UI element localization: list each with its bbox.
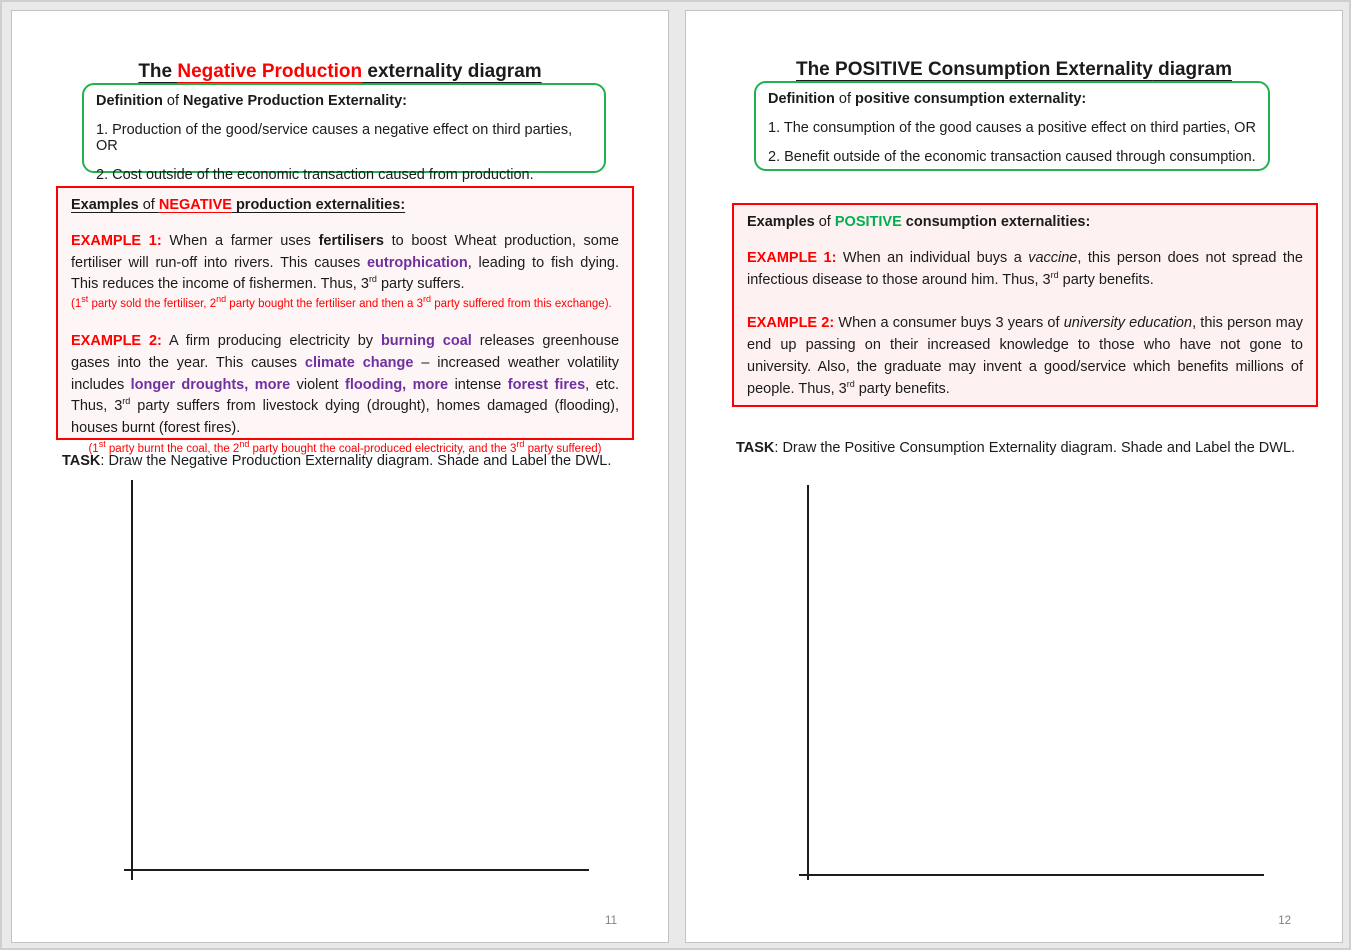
definition-box <box>754 81 1270 171</box>
definition-heading: Definition of Negative Production Externality: <box>96 93 408 109</box>
examples-heading: Examples of POSITIVE consumption externalities: <box>747 214 1091 230</box>
example-2-footnote: (1st party burnt the coal, the 2nd party bought the coal-produced electricity, and the 3rd party suffered) <box>88 438 602 455</box>
title-segment-bold: externality <box>362 60 463 82</box>
example-2-paragraph: EXAMPLE 2: When a consumer buys 3 years of university education, this person may end up passing on their increased knowledge to those who have not gone to university. Also, the graduate may invent a good/service which benefits millions of people. Thus, 3rd party benefits. <box>747 315 1304 397</box>
page-number: 12 <box>1278 915 1291 927</box>
title-segment: diagram <box>462 60 542 82</box>
examples-heading: Examples of NEGATIVE production externalities: <box>71 197 406 213</box>
definition-item: 2. Cost outside of the economic transaction caused from production. <box>96 167 534 183</box>
diagram-canvas[interactable] <box>12 471 669 891</box>
document-page-12[interactable] <box>685 10 1343 943</box>
diagram-y-axis-line <box>131 480 133 880</box>
definition-box <box>82 83 606 183</box>
diagram-x-axis-line <box>799 874 1264 876</box>
diagram-canvas[interactable] <box>686 471 1343 891</box>
diagram-x-axis-line <box>124 869 589 871</box>
task-instruction: TASK: Draw the Positive Consumption Externality diagram. Shade and Label the DWL. <box>736 440 1296 456</box>
task-instruction: TASK: Draw the Negative Production Externality diagram. Shade and Label the DWL. <box>62 453 612 469</box>
title-segment: The <box>138 60 178 82</box>
example-1-label: EXAMPLE 1: <box>747 250 837 266</box>
title-segment-red: Negative Production <box>177 60 363 82</box>
title-segment: The <box>795 58 836 80</box>
page-title <box>686 58 1342 82</box>
definition-item: 2. Benefit outside of the economic transaction caused through consumption. <box>768 149 1256 165</box>
title-segment: diagram <box>1152 58 1233 80</box>
examples-box <box>732 203 1318 407</box>
example-1-paragraph: EXAMPLE 1: When an individual buys a vaccine, this person does not spread the infectious disease to those around him. Thus, 3rd party benefits. <box>747 250 1303 288</box>
example-2-paragraph: EXAMPLE 2: A firm producing electricity by burning coal releases greenhouse gases into the year. This causes climate change – increased weather volatility includes longer droughts, more violent flooding, more intense forest fires, etc. Thus, 3rd party suffers from livestock dying (drought), homes damaged (flooding), houses burnt (forest fires). <box>71 333 620 436</box>
example-1-paragraph: EXAMPLE 1: When a farmer uses fertilisers to boost Wheat production, some fertiliser will run-off into rivers. This causes eutrophication, leading to fish dying. This reduces the income of fishermen. Thus, 3rd party suffers. <box>71 233 619 293</box>
definition-item: 1. Production of the good/service causes a negative effect on third parties, OR <box>96 122 573 154</box>
example-1-footnote: (1st party sold the fertiliser, 2nd party bought the fertiliser and then a 3rd party suffered from this exchange). <box>71 294 612 311</box>
examples-box <box>56 186 634 455</box>
page-title <box>12 60 668 84</box>
diagram-y-axis-line <box>807 485 809 880</box>
page-number: 11 <box>605 915 617 927</box>
example-2-label: EXAMPLE 2: <box>747 315 835 332</box>
definition-item: 1. The consumption of the good causes a positive effect on third parties, OR <box>768 120 1256 136</box>
document-page-11[interactable] <box>11 10 669 943</box>
title-segment-bold: POSITIVE Consumption Externality <box>835 58 1153 80</box>
example-2-label: EXAMPLE 2: <box>71 333 162 350</box>
example-1-label: EXAMPLE 1: <box>71 233 162 249</box>
definition-heading: Definition of positive consumption externality: <box>768 91 1087 107</box>
